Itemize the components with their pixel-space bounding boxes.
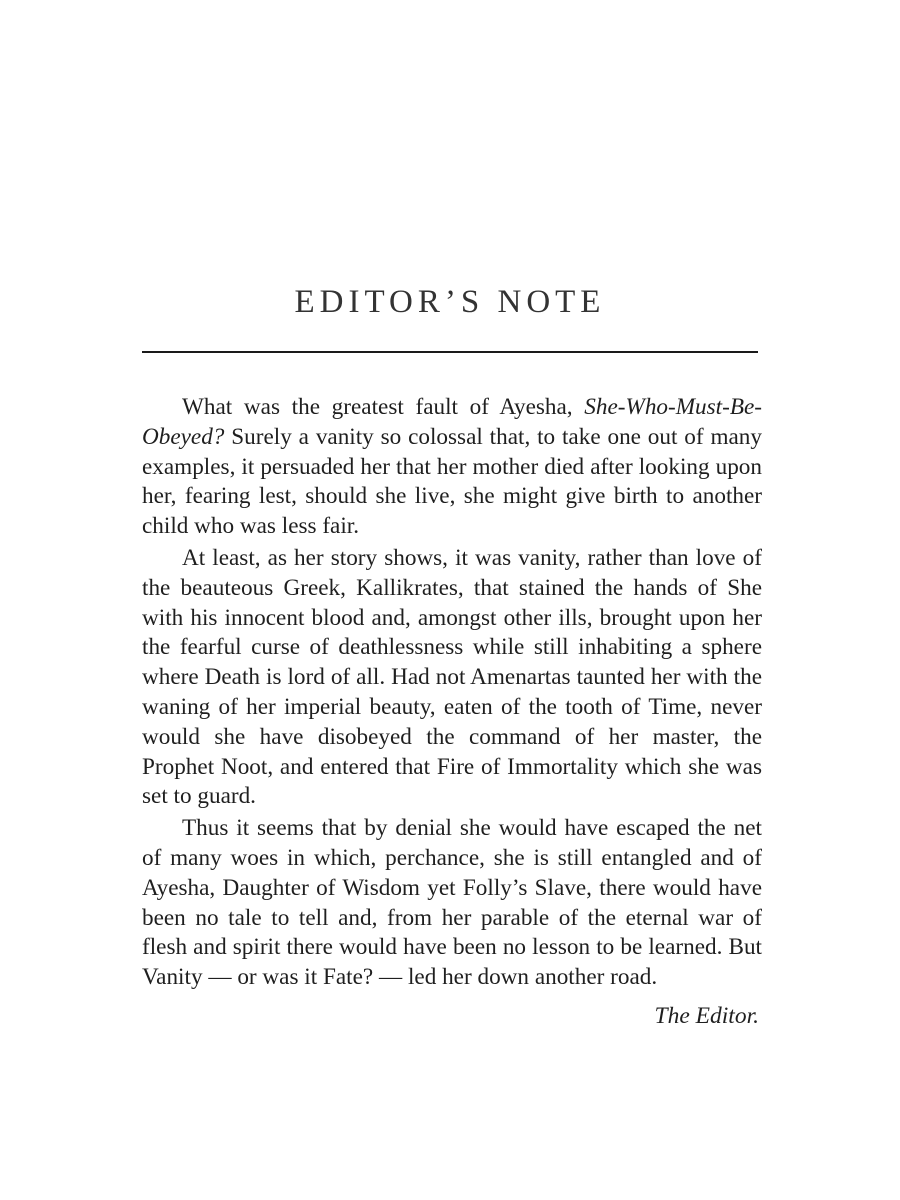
paragraph-1 (142, 393, 762, 542)
editor-signature: The Editor. (654, 1003, 759, 1029)
paragraph-1-italic-phrase: She-Who-Must-Be-Obeyed? (142, 394, 762, 450)
paragraph-1-text-start: What was the greatest fault of Ayesha, (182, 394, 585, 420)
paragraph-3: Thus it seems that by denial she would have escaped the net of many woes in which, perchance, she is still entangled and of Ayesha, Daughter of Wisdom yet Folly’s Slave, there would have been no tale to tell and, from her parable of the eternal war of flesh and spirit there would have been no lesson to be learned. But Vanity — or was it Fate? — led her down another road. (142, 815, 762, 991)
paragraph-2: At least, as her story shows, it was vanity, rather than love of the beauteous Greek, Kallikrates, that stained the hands of She with his innocent blood and, amongst other ills, brought upon her the fearful curse of deathlessness while still inhabiting a sphere where Death is lord of all. Had not Amenartas taunted her with the waning of her imperial beauty, eaten of the tooth of Time, never would she have disobeyed the command of her master, the Prophet Noot, and entered that Fire of Immortality which she was set to guard. (142, 544, 762, 810)
title-rule-divider (142, 351, 758, 353)
paragraph-1-text-end: Surely a vanity so colossal that, to take one out of many examples, it persuaded her that her mother died after looking upon her, fearing lest, should she live, she might give birth to another child who was less fair. (142, 423, 762, 540)
editor-note-body (142, 393, 762, 995)
page-title: EDITOR’S NOTE (294, 284, 606, 320)
